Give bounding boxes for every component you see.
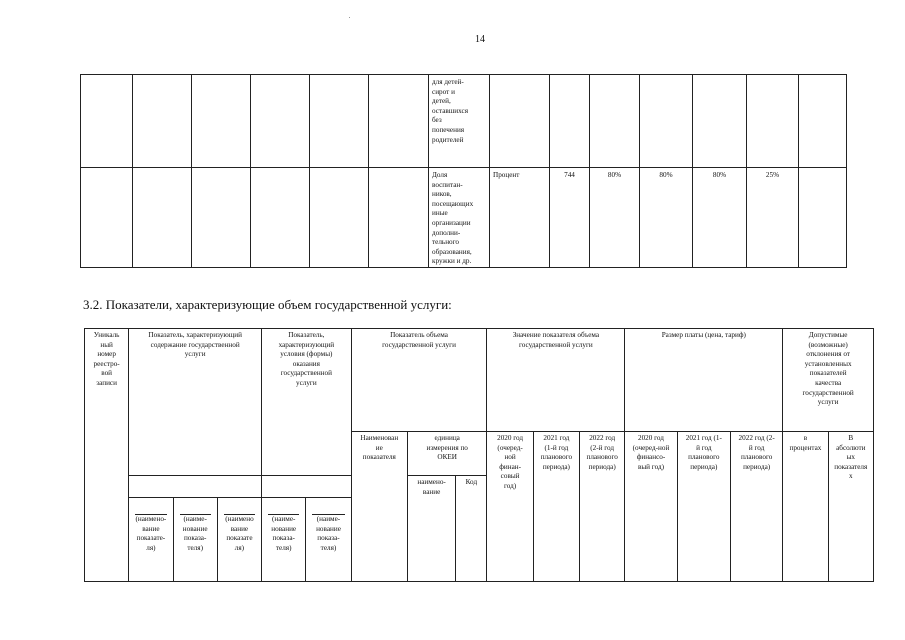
indicator-name-cell: для детей- сирот и детей, оставшихся без попечения родителей: [429, 75, 490, 168]
table-row: [81, 75, 847, 168]
unit-code-cell: 744: [550, 168, 590, 268]
unit-name-cell: Процент: [490, 168, 550, 268]
value-2021-cell: 80%: [640, 168, 693, 268]
header-conditions-indicator: Показатель, характеризующий условия (формы) оказания государственной услуги: [262, 329, 352, 476]
header-value-2022: 2022 год (2-й год планового периода): [580, 432, 625, 582]
header-value-2020: 2020 год (очеред- ной финан- совый год): [487, 432, 533, 582]
volume-indicators-table: [84, 328, 874, 582]
subheader-condition-2: (наиме- нование показа- теля): [316, 515, 341, 552]
header-okei-name: наимено- вание: [407, 476, 455, 582]
subheader-content-3: (наимено вание показате ля): [225, 515, 254, 552]
header-fee-2021: 2021 год (1- й год планового периода): [677, 432, 730, 582]
header-okei-unit: единица измерения по ОКЕИ: [407, 432, 487, 476]
scan-speck: [349, 17, 350, 18]
header-okei-code: Код: [456, 476, 487, 582]
header-content-indicator: Показатель, характеризующий содержание государственной услуги: [129, 329, 262, 476]
quality-indicators-table-continuation: [80, 74, 847, 268]
subheader-content-2: (наиме- нование показа- теля): [182, 515, 208, 552]
indicator-name-cell: Доля воспитан- ников, посещающих иные организации дополни- тельного образования, кружки и др.: [429, 168, 490, 268]
header-allowed-deviation: Допустимые (возможные) отклонения от установленных показателей качества государственной услуги: [783, 329, 874, 432]
section-heading: 3.2. Показатели, характеризующие объем государственной услуги:: [83, 297, 452, 312]
header-indicator-name: Наименован ие показателя: [351, 432, 407, 582]
header-fee-2022: 2022 год (2- й год планового периода): [730, 432, 782, 582]
page-number: 14: [475, 34, 485, 45]
value-2022-cell: 80%: [693, 168, 747, 268]
subheader-condition-1: (наиме- нование показа- теля): [271, 515, 297, 552]
header-deviation-percent: в процентах: [783, 432, 828, 582]
table-row: [81, 168, 847, 268]
header-volume-value: Значение показателя объема государственной услуги: [487, 329, 625, 432]
header-fee-2020: 2020 год (очеред-ной финансо- вый год): [625, 432, 677, 582]
deviation-percent-cell: 25%: [747, 168, 799, 268]
header-fee: Размер платы (цена, тариф): [625, 329, 783, 432]
subheader-content-1: (наимено- вание показате- ля): [135, 515, 167, 552]
header-value-2021: 2021 год (1-й год планового периода): [533, 432, 579, 582]
table-row: [85, 329, 874, 432]
header-unique-number: Уникаль ный номер реестро- вой записи: [85, 329, 129, 582]
header-volume-indicator: Показатель объема государственной услуги: [351, 329, 487, 432]
value-2020-cell: 80%: [590, 168, 640, 268]
header-deviation-absolute: В абсолюти ых показателя х: [828, 432, 873, 582]
